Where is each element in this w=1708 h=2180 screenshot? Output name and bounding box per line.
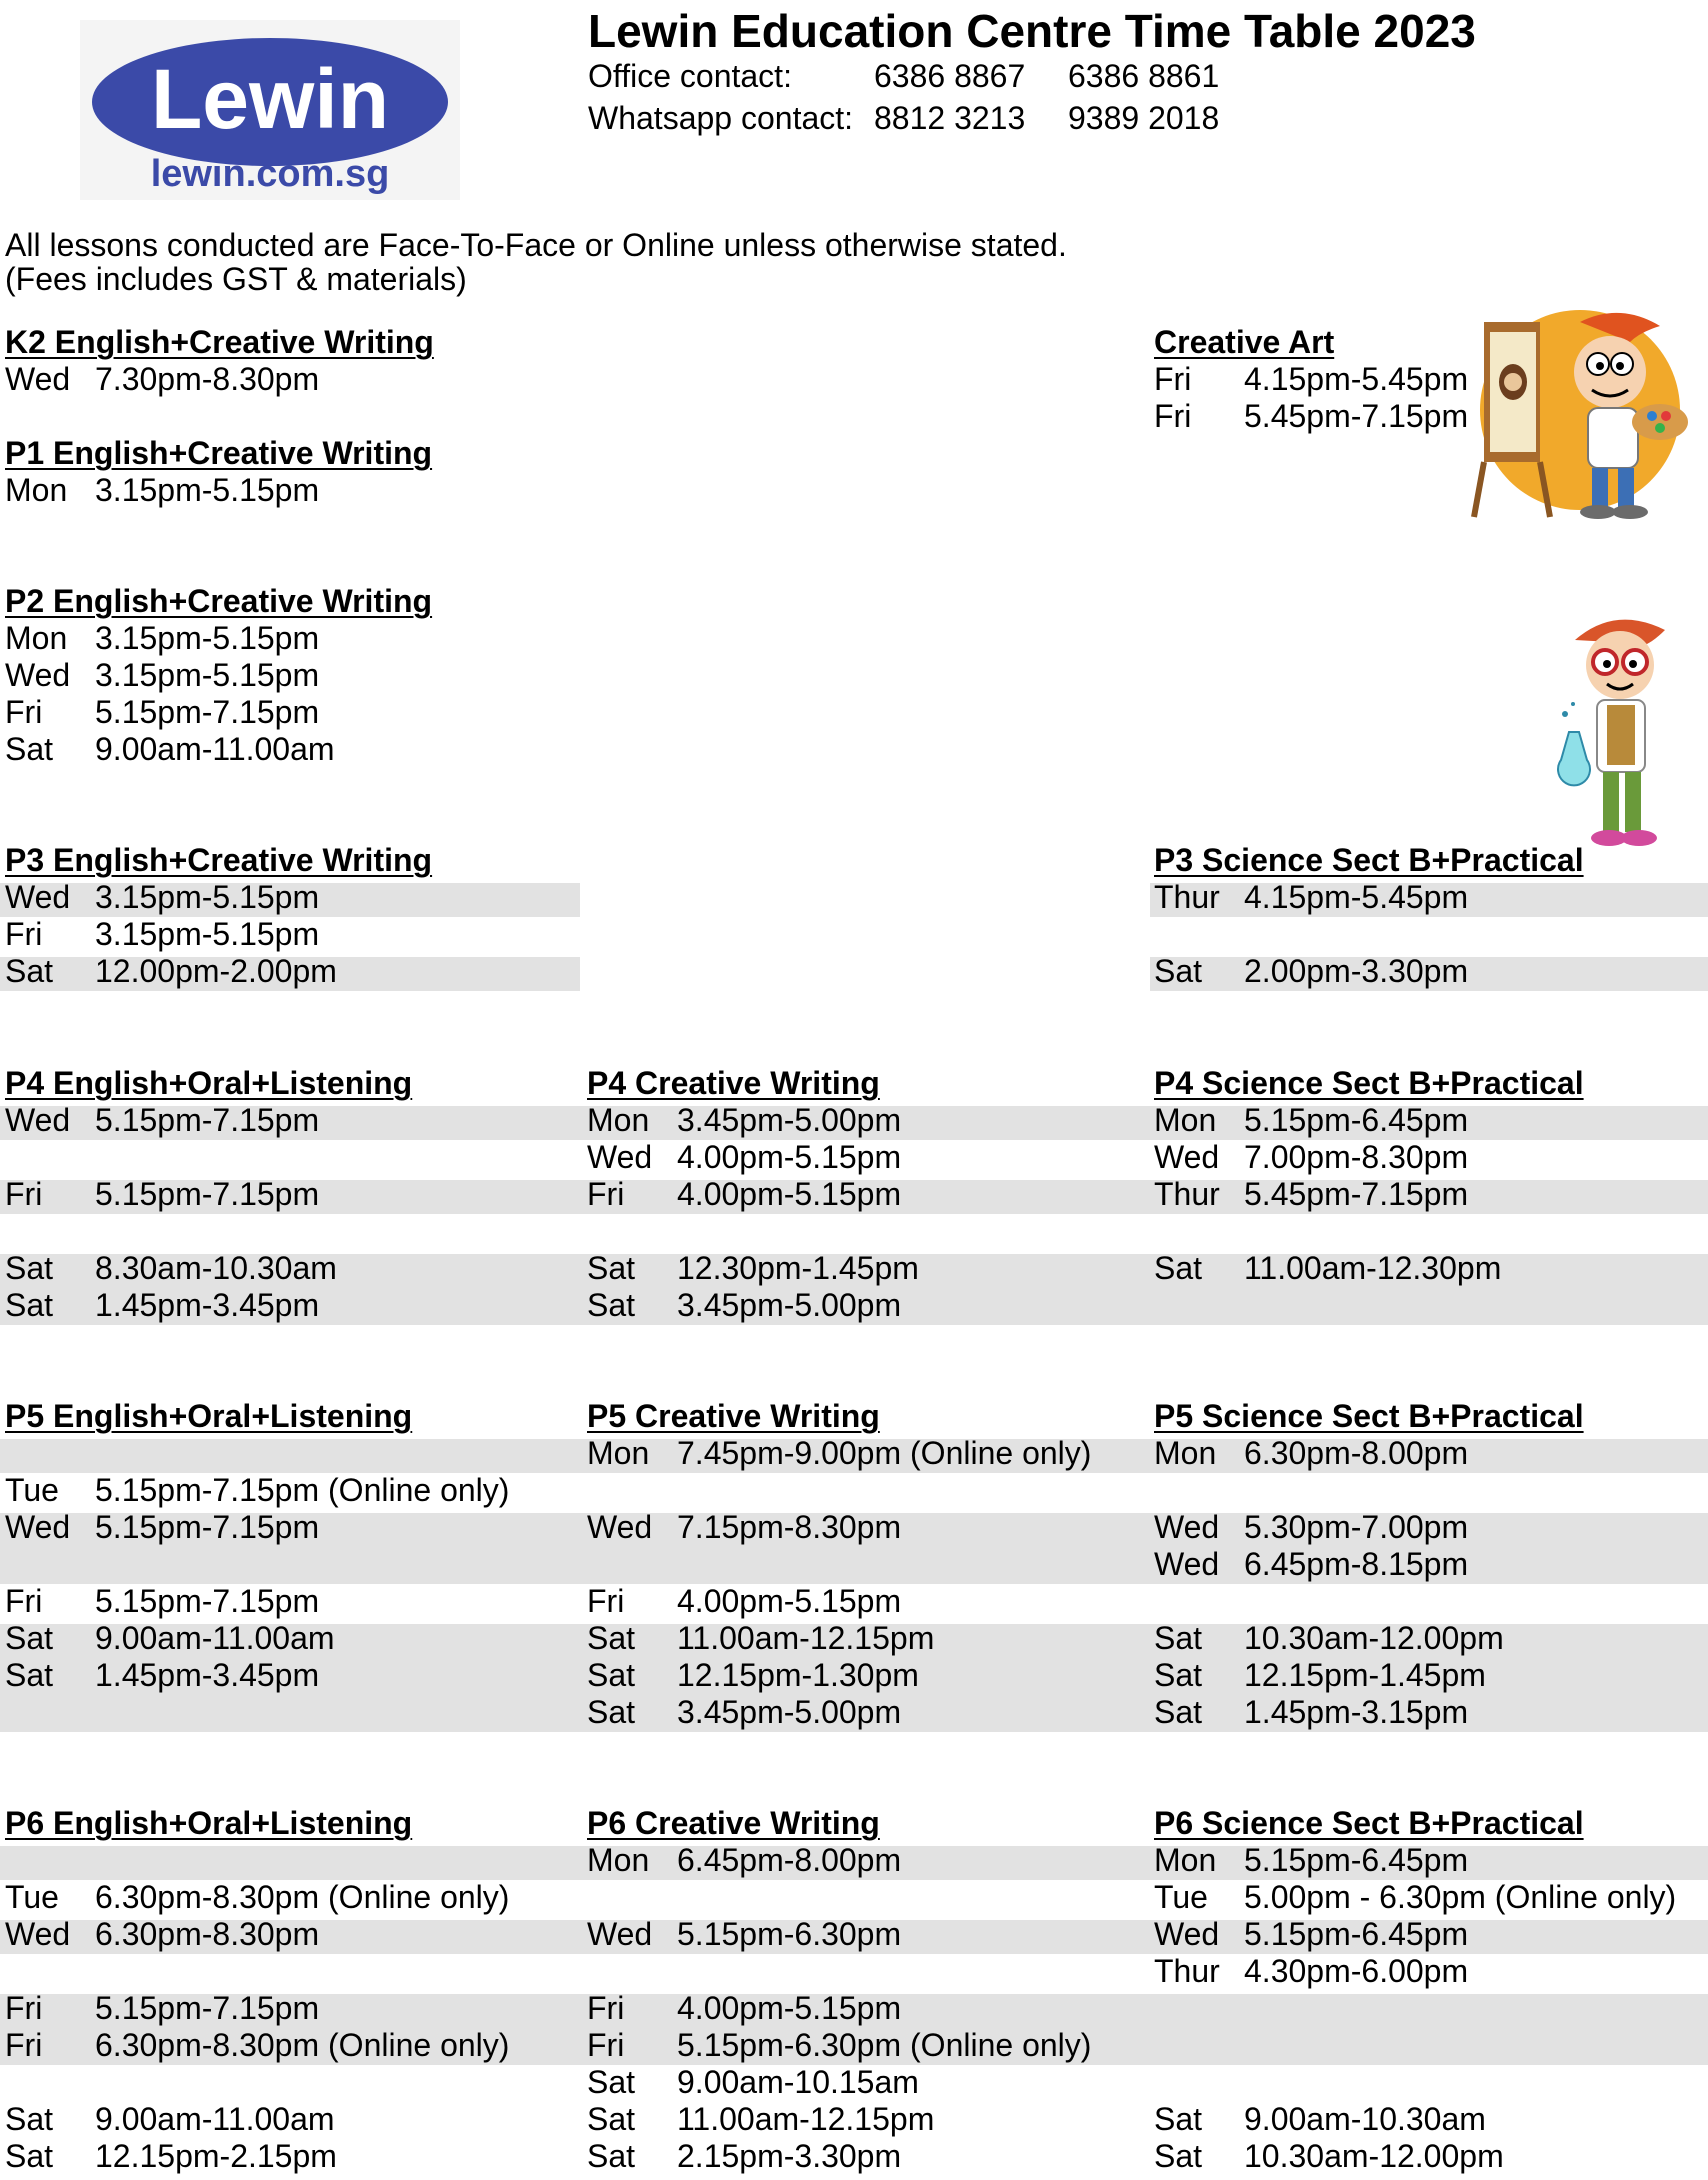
schedule-row [1154,2027,1708,2064]
schedule-day: Tue [5,1879,59,1915]
schedule-time: 3.45pm-5.00pm [677,1102,902,1138]
schedule-day: Wed [587,1139,653,1175]
schedule-row [1154,1953,1708,1990]
schedule-row [5,916,565,953]
p3-science-section [1154,842,1708,990]
schedule-row [1154,1620,1708,1657]
schedule-time: 3.15pm-5.15pm [95,879,320,915]
schedule-day: Wed [587,1509,653,1545]
schedule-row [5,1842,565,1879]
schedule-day: Wed [5,1102,71,1138]
schedule-time: 5.15pm-7.15pm [95,1102,320,1138]
p5-science-section [1154,1398,1708,1731]
schedule-row [5,1583,565,1620]
schedule-row [587,2064,1147,2101]
schedule-row [1154,953,1708,990]
schedule-day: Sat [5,1250,54,1286]
schedule-time: 9.00am-10.30am [1244,2101,1486,2137]
schedule-row [587,1842,1147,1879]
schedule-row [5,1509,565,1546]
logo-url: lewin.com.sg [150,153,390,195]
schedule-day: Thur [1154,879,1220,915]
schedule-row [5,1102,565,1139]
schedule-row [5,879,565,916]
schedule-row [587,1102,1147,1139]
schedule-row [587,1990,1147,2027]
schedule-day: Sat [5,1620,54,1656]
schedule-day: Fri [1154,361,1192,397]
schedule-row [5,620,565,657]
schedule-day: Sat [5,953,54,989]
schedule-row [5,1213,565,1250]
schedule-time: 9.00am-10.15am [677,2064,919,2100]
schedule-row [5,1546,565,1583]
schedule-day: Wed [1154,1916,1220,1952]
p5-english-section [5,1398,565,1731]
schedule-day: Sat [587,2064,636,2100]
schedule-day: Sat [1154,1657,1203,1693]
schedule-time: 5.15pm-6.30pm [677,1916,902,1952]
schedule-row [5,1435,565,1472]
schedule-row [587,1250,1147,1287]
schedule-row [5,2027,565,2064]
schedule-day: Mon [587,1842,650,1878]
schedule-day: Mon [5,620,68,656]
schedule-row [1154,1213,1708,1250]
schedule-time: 3.15pm-5.15pm [95,620,320,656]
schedule-day: Sat [1154,1620,1203,1656]
schedule-row [5,1879,565,1916]
schedule-day: Sat [587,1694,636,1730]
p2-english-section [5,583,565,768]
schedule-row [1154,1250,1708,1287]
schedule-day: Sat [587,1620,636,1656]
schedule-time: 12.30pm-1.45pm [677,1250,919,1286]
section-title: P4 Creative Writing [587,1065,880,1101]
k2-english-section [5,324,565,398]
schedule-day: Sat [5,1287,54,1323]
section-title: K2 English+Creative Writing [5,324,434,360]
schedule-time: 11.00am-12.15pm [677,2101,935,2137]
section-title: P5 English+Oral+Listening [5,1398,413,1434]
schedule-time: 12.15pm-1.30pm [677,1657,919,1693]
schedule-row [5,1287,565,1324]
schedule-day: Sat [1154,2138,1203,2174]
schedule-row [5,694,565,731]
office-number-1: 6386 8867 [874,58,1026,94]
schedule-row [1154,916,1708,953]
schedule-time: 7.45pm-9.00pm (Online only) [677,1435,1092,1471]
schedule-day: Sat [5,731,54,767]
section-title: P4 English+Oral+Listening [5,1065,413,1101]
schedule-day: Tue [5,1472,59,1508]
schedule-row [1154,1546,1708,1583]
schedule-time: 7.00pm-8.30pm [1244,1139,1469,1175]
schedule-time: 3.15pm-5.15pm [95,657,320,693]
schedule-row [5,361,565,398]
schedule-row [1154,879,1708,916]
schedule-day: Mon [1154,1102,1217,1138]
schedule-day: Thur [1154,1953,1220,1989]
schedule-day: Fri [587,1583,625,1619]
schedule-day: Mon [5,472,68,508]
schedule-row [587,1916,1147,1953]
schedule-time: 5.15pm-6.30pm (Online only) [677,2027,1092,2063]
schedule-row [587,2101,1147,2138]
schedule-day: Sat [1154,2101,1203,2137]
schedule-day: Sat [1154,1250,1203,1286]
schedule-time: 10.30am-12.00pm [1244,2138,1504,2174]
schedule-row [1154,2064,1708,2101]
p4-science-section [1154,1065,1708,1324]
schedule-day: Wed [5,361,71,397]
schedule-day: Thur [1154,1176,1220,1212]
section-title: P3 English+Creative Writing [5,842,433,878]
schedule-row [5,1916,565,1953]
schedule-day: Fri [5,1176,43,1212]
schedule-row [5,1620,565,1657]
schedule-day: Fri [5,916,43,952]
schedule-time: 5.30pm-7.00pm [1244,1509,1469,1545]
schedule-day: Sat [1154,1694,1203,1730]
section-title: P5 Science Sect B+Practical [1154,1398,1584,1434]
schedule-time: 4.00pm-5.15pm [677,1139,902,1175]
p4-creative-writing-section [587,1065,1147,1324]
schedule-row [1154,1657,1708,1694]
schedule-day: Wed [1154,1509,1220,1545]
schedule-time: 9.00am-11.00am [95,2101,335,2137]
schedule-time: 6.30pm-8.30pm (Online only) [95,2027,510,2063]
schedule-day: Wed [587,1916,653,1952]
schedule-time: 5.15pm-7.15pm [95,694,320,730]
schedule-day: Wed [1154,1546,1220,1582]
notice-line-1: All lessons conducted are Face-To-Face or Online unless otherwise stated. [5,227,1067,263]
schedule-row [1154,398,1474,435]
schedule-row [1154,1916,1708,1953]
schedule-time: 7.15pm-8.30pm [677,1509,902,1545]
schedule-row [587,1472,1147,1509]
schedule-row [587,1879,1147,1916]
schedule-time: 3.45pm-5.00pm [677,1287,902,1323]
schedule-row [1154,1842,1708,1879]
schedule-day: Fri [587,1176,625,1212]
schedule-row [5,1472,565,1509]
schedule-time: 6.30pm-8.00pm [1244,1435,1469,1471]
schedule-day: Sat [587,2101,636,2137]
schedule-day: Wed [1154,1139,1220,1175]
schedule-row [587,1176,1147,1213]
schedule-time: 5.15pm-7.15pm (Online only) [95,1472,510,1508]
schedule-time: 3.45pm-5.00pm [677,1694,902,1730]
schedule-time: 6.45pm-8.15pm [1244,1546,1469,1582]
schedule-row [5,731,565,768]
schedule-day: Wed [5,657,71,693]
schedule-row [5,1139,565,1176]
schedule-time: 12.00pm-2.00pm [95,953,337,989]
schedule-row [587,1509,1147,1546]
whatsapp-number-2: 9389 2018 [1068,100,1220,136]
schedule-day: Mon [1154,1435,1217,1471]
schedule-day: Mon [1154,1842,1217,1878]
schedule-row [587,1435,1147,1472]
schedule-time: 4.15pm-5.45pm [1244,879,1469,915]
p1-english-section [5,435,565,509]
schedule-day: Tue [1154,1879,1208,1915]
schedule-time: 9.00am-11.00am [95,731,335,767]
schedule-time: 5.15pm-7.15pm [95,1176,320,1212]
scientist-cartoon [1535,610,1705,860]
schedule-row [5,953,565,990]
schedule-day: Fri [5,1583,43,1619]
p4-english-section [5,1065,565,1324]
schedule-time: 4.00pm-5.15pm [677,1176,902,1212]
schedule-day: Fri [587,1990,625,2026]
schedule-row [587,1213,1147,1250]
schedule-row [1154,1287,1708,1324]
schedule-time: 8.30am-10.30am [95,1250,337,1286]
schedule-time: 4.00pm-5.15pm [677,1990,902,2026]
painter-cartoon [1470,302,1708,528]
section-title: P4 Science Sect B+Practical [1154,1065,1584,1101]
schedule-day: Fri [5,2027,43,2063]
schedule-day: Fri [1154,398,1192,434]
schedule-time: 9.00am-11.00am [95,1620,335,1656]
schedule-row [1154,1879,1708,1916]
p6-science-section [1154,1805,1708,2175]
schedule-row [1154,1990,1708,2027]
schedule-time: 2.15pm-3.30pm [677,2138,902,2174]
schedule-row [5,1657,565,1694]
schedule-time: 5.00pm - 6.30pm (Online only) [1244,1879,1677,1915]
schedule-row [587,1620,1147,1657]
schedule-row [1154,1509,1708,1546]
schedule-row [1154,1583,1708,1620]
schedule-row [5,2064,565,2101]
schedule-row [1154,361,1474,398]
schedule-day: Sat [587,1657,636,1693]
schedule-day: Sat [5,2138,54,2174]
schedule-time: 10.30am-12.00pm [1244,1620,1504,1656]
schedule-time: 6.45pm-8.00pm [677,1842,902,1878]
schedule-time: 1.45pm-3.15pm [1244,1694,1469,1730]
page-title: Lewin Education Centre Time Table 2023 [588,5,1476,57]
schedule-day: Sat [5,2101,54,2137]
schedule-day: Sat [587,1250,636,1286]
schedule-time: 4.30pm-6.00pm [1244,1953,1469,1989]
schedule-day: Sat [1154,953,1203,989]
schedule-row [1154,2138,1708,2175]
section-title: Creative Art [1154,324,1335,360]
schedule-time: 7.30pm-8.30pm [95,361,320,397]
office-contact-label: Office contact: [588,58,792,94]
notice-line-2: (Fees includes GST & materials) [5,261,467,297]
schedule-time: 4.00pm-5.15pm [677,1583,902,1619]
p5-creative-writing-section [587,1398,1147,1731]
schedule-time: 5.15pm-7.15pm [95,1583,320,1619]
schedule-time: 12.15pm-2.15pm [95,2138,337,2174]
whatsapp-contact-label: Whatsapp contact: [588,100,854,136]
schedule-day: Sat [587,1287,636,1323]
office-number-2: 6386 8861 [1068,58,1220,94]
schedule-time: 1.45pm-3.45pm [95,1287,320,1323]
schedule-row [1154,1102,1708,1139]
schedule-row [587,1139,1147,1176]
whatsapp-number-1: 8812 3213 [874,100,1026,136]
schedule-day: Wed [5,879,71,915]
section-title: P6 English+Oral+Listening [5,1805,413,1841]
schedule-row [5,1694,565,1731]
schedule-row [1154,1435,1708,1472]
schedule-time: 1.45pm-3.45pm [95,1657,320,1693]
p6-creative-writing-section [587,1805,1147,2175]
schedule-day: Fri [5,1990,43,2026]
schedule-row [587,1657,1147,1694]
schedule-row [1154,1139,1708,1176]
schedule-time: 3.15pm-5.15pm [95,916,320,952]
schedule-time: 6.30pm-8.30pm [95,1916,320,1952]
schedule-row [1154,2101,1708,2138]
schedule-row [587,2138,1147,2175]
schedule-day: Sat [5,1657,54,1693]
schedule-day: Mon [587,1435,650,1471]
p3-english-section [5,842,565,990]
creative-art-section [1154,324,1474,435]
schedule-row [5,1176,565,1213]
schedule-row [1154,1176,1708,1213]
whatsapp-contact [0,100,1708,138]
schedule-row [5,657,565,694]
schedule-day: Fri [5,694,43,730]
office-contact [0,58,1708,96]
schedule-time: 11.00am-12.30pm [1244,1250,1502,1286]
schedule-row [1154,1472,1708,1509]
p6-english-section [5,1805,565,2175]
schedule-time: 4.15pm-5.45pm [1244,361,1469,397]
schedule-time: 5.45pm-7.15pm [1244,1176,1469,1212]
schedule-time: 5.15pm-7.15pm [95,1990,320,2026]
logo-wordmark: Lewin [150,52,390,146]
schedule-day: Fri [587,2027,625,2063]
schedule-time: 5.45pm-7.15pm [1244,398,1469,434]
schedule-time: 5.15pm-7.15pm [95,1509,320,1545]
schedule-time: 2.00pm-3.30pm [1244,953,1469,989]
schedule-row [587,1583,1147,1620]
schedule-row [587,1953,1147,1990]
section-title: P6 Creative Writing [587,1805,880,1841]
schedule-row [5,1250,565,1287]
schedule-row [587,1287,1147,1324]
schedule-time: 3.15pm-5.15pm [95,472,320,508]
schedule-time: 5.15pm-6.45pm [1244,1842,1469,1878]
schedule-time: 5.15pm-6.45pm [1244,1916,1469,1952]
schedule-time: 6.30pm-8.30pm (Online only) [95,1879,510,1915]
section-title: P5 Creative Writing [587,1398,880,1434]
schedule-row [587,1546,1147,1583]
schedule-time: 11.00am-12.15pm [677,1620,935,1656]
schedule-day: Wed [5,1509,71,1545]
schedule-day: Mon [587,1102,650,1138]
schedule-row [5,2101,565,2138]
schedule-day: Wed [5,1916,71,1952]
section-title: P1 English+Creative Writing [5,435,433,471]
section-title: P6 Science Sect B+Practical [1154,1805,1584,1841]
schedule-row [1154,1694,1708,1731]
section-title: P2 English+Creative Writing [5,583,433,619]
schedule-day: Sat [587,2138,636,2174]
section-title: P3 Science Sect B+Practical [1154,842,1584,878]
schedule-row [5,2138,565,2175]
schedule-time: 5.15pm-6.45pm [1244,1102,1469,1138]
schedule-row [587,2027,1147,2064]
schedule-row [5,472,565,509]
schedule-row [587,1694,1147,1731]
schedule-time: 12.15pm-1.45pm [1244,1657,1486,1693]
schedule-row [5,1990,565,2027]
schedule-row [5,1953,565,1990]
